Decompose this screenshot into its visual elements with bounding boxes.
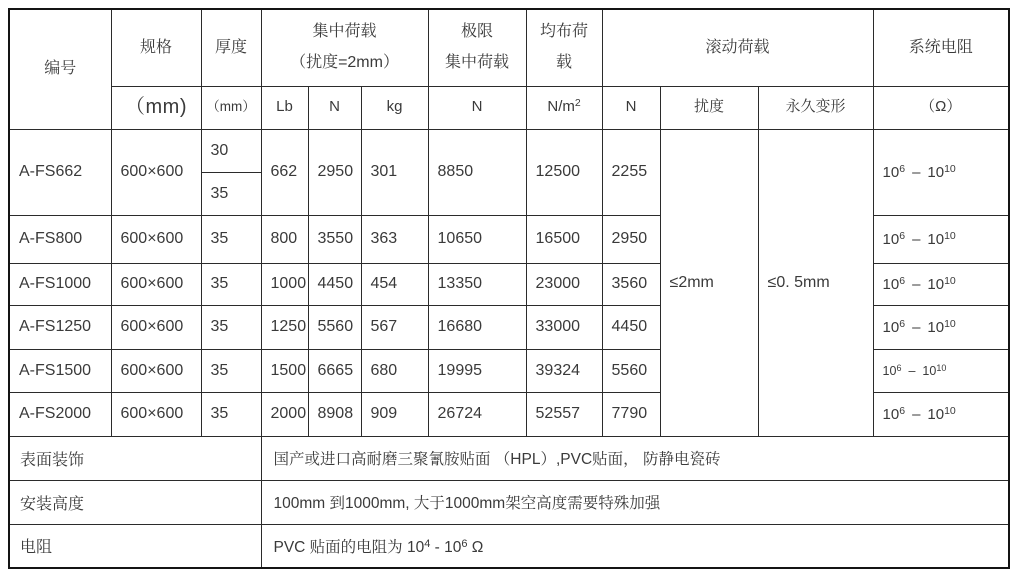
cell-resistance-range: $10^6 - 10^{10}$	[873, 129, 1009, 215]
cell-model: A-FS800	[9, 215, 111, 263]
table-row	[9, 129, 1009, 172]
header-spec: 规格	[111, 9, 201, 86]
cell-lb: 800	[261, 215, 308, 263]
cell-resistance-range: $10^6 - 10^{10}$	[873, 392, 1009, 436]
cell-ultimate: 26724	[428, 392, 526, 436]
unit-n: N	[308, 86, 361, 129]
cell-lb: 662	[261, 129, 308, 215]
cell-thickness: 35	[201, 215, 261, 263]
cell-resistance-range: $10^6 - 10^{10}$	[873, 349, 1009, 392]
cell-rolling: 3560	[602, 263, 660, 305]
cell-model: A-FS1000	[9, 263, 111, 305]
cell-ultimate: 13350	[428, 263, 526, 305]
cell-spec: 600×600	[111, 349, 201, 392]
cell-model: A-FS1500	[9, 349, 111, 392]
cell-thickness-30: 30	[201, 129, 261, 172]
cell-distributed: 16500	[526, 215, 602, 263]
header-row-2	[9, 86, 1009, 129]
cell-thickness: 35	[201, 263, 261, 305]
header-distributed-load: 均布荷 载	[526, 9, 602, 86]
cell-ultimate: 19995	[428, 349, 526, 392]
unit-thickness-mm: （mm）	[201, 86, 261, 129]
cell-rolling: 4450	[602, 305, 660, 349]
cell-resistance-range: $10^6 - 10^{10}$	[873, 305, 1009, 349]
footer-label-resistance: 电阻	[9, 524, 261, 568]
header-concentrated-load	[261, 9, 428, 86]
header-ultimate-load: 极限 集中荷载	[428, 9, 526, 86]
cell-lb: 1000	[261, 263, 308, 305]
cell-thickness: 35	[201, 349, 261, 392]
cell-lb: 1250	[261, 305, 308, 349]
cell-n: 8908	[308, 392, 361, 436]
cell-n: 6665	[308, 349, 361, 392]
cell-n: 5560	[308, 305, 361, 349]
cell-spec: 600×600	[111, 263, 201, 305]
header-row-1	[9, 9, 1009, 86]
footer-label-surface: 表面装饰	[9, 436, 261, 480]
cell-model: A-FS1250	[9, 305, 111, 349]
cell-kg: 567	[361, 305, 428, 349]
unit-spec-mm: （mm)	[111, 86, 201, 129]
unit-lb: Lb	[261, 86, 308, 129]
cell-spec: 600×600	[111, 392, 201, 436]
cell-distributed: 33000	[526, 305, 602, 349]
header-concentrated-load-label: 集中荷载	[312, 23, 377, 41]
cell-spec: 600×600	[111, 215, 201, 263]
unit-deflection: 扰度	[660, 86, 758, 129]
footer-content-resistance: PVC 贴面的电阻为 $10^4 - 10^6$ Ω	[261, 524, 1009, 568]
footer-content-surface: 国产或进口高耐磨三聚氰胺贴面 （HPL）,PVC贴面， 防静电瓷砖	[261, 436, 1009, 480]
cell-kg: 301	[361, 129, 428, 215]
unit-rolling-n: N	[602, 86, 660, 129]
cell-thickness: 35	[201, 392, 261, 436]
cell-rolling: 7790	[602, 392, 660, 436]
cell-resistance-range: $10^6 - 10^{10}$	[873, 263, 1009, 305]
cell-rolling: 2255	[602, 129, 660, 215]
cell-ultimate: 10650	[428, 215, 526, 263]
cell-thickness-35: 35	[201, 172, 261, 215]
cell-ultimate: 16680	[428, 305, 526, 349]
cell-permanent-deformation-limit: ≤0. 5mm	[758, 129, 873, 436]
footer-row-surface	[9, 436, 1009, 480]
spec-table-container	[8, 8, 1010, 569]
unit-n-per-m2: $N/m^2$	[526, 86, 602, 129]
cell-lb: 1500	[261, 349, 308, 392]
cell-distributed: 23000	[526, 263, 602, 305]
unit-ohm: （Ω）	[873, 86, 1009, 129]
cell-spec: 600×600	[111, 129, 201, 215]
footer-label-install-height: 安装高度	[9, 480, 261, 524]
footer-row-install-height	[9, 480, 1009, 524]
cell-kg: 909	[361, 392, 428, 436]
footer-row-resistance	[9, 524, 1009, 568]
cell-rolling: 2950	[602, 215, 660, 263]
cell-ultimate: 8850	[428, 129, 526, 215]
cell-n: 3550	[308, 215, 361, 263]
cell-thickness: 35	[201, 305, 261, 349]
header-thickness: 厚度	[201, 9, 261, 86]
unit-permanent-deformation: 永久变形	[758, 86, 873, 129]
cell-distributed: 12500	[526, 129, 602, 215]
cell-distributed: 39324	[526, 349, 602, 392]
unit-ultimate-n: N	[428, 86, 526, 129]
cell-resistance-range: $10^6 - 10^{10}$	[873, 215, 1009, 263]
cell-kg: 363	[361, 215, 428, 263]
cell-model: A-FS2000	[9, 392, 111, 436]
cell-model: A-FS662	[9, 129, 111, 215]
cell-kg: 454	[361, 263, 428, 305]
unit-kg: kg	[361, 86, 428, 129]
cell-distributed: 52557	[526, 392, 602, 436]
cell-deflection-limit: ≤2mm	[660, 129, 758, 436]
cell-n: 4450	[308, 263, 361, 305]
header-system-resistance: 系统电阻	[873, 9, 1009, 86]
header-rolling-load: 滚动荷载	[602, 9, 873, 86]
cell-n: 2950	[308, 129, 361, 215]
cell-spec: 600×600	[111, 305, 201, 349]
cell-rolling: 5560	[602, 349, 660, 392]
header-concentrated-load-note: （扰度=2mm）	[290, 53, 399, 71]
header-model: 编号	[9, 9, 111, 129]
floor-panel-spec-table	[8, 8, 1010, 569]
footer-content-install-height: 100mm 到1000mm, 大于1000mm架空高度需要特殊加强	[261, 480, 1009, 524]
cell-kg: 680	[361, 349, 428, 392]
cell-lb: 2000	[261, 392, 308, 436]
